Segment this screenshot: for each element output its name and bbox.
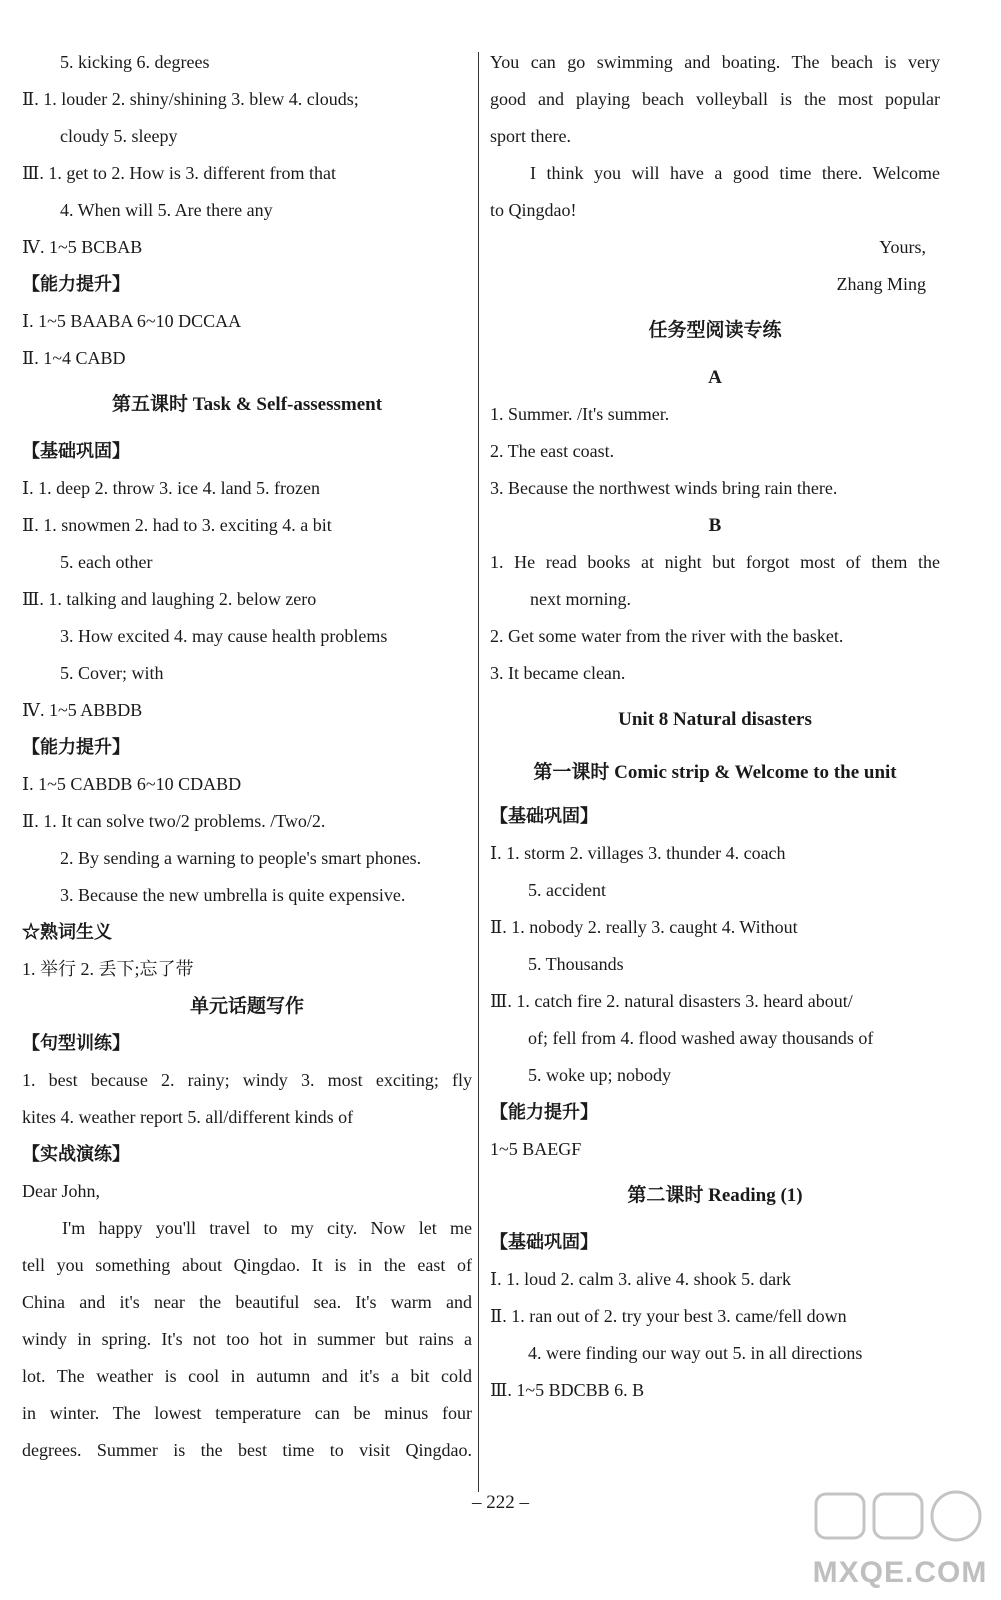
right-text-line: next morning. [530, 589, 631, 609]
right-section-heading: 任务型阅读专练 [648, 320, 782, 341]
column-divider [478, 52, 479, 1492]
left-text-line: windy in spring. It's not too hot in summer but rains a [22, 1329, 472, 1349]
right-text-line: I think you will have a good time there. Welcome [530, 163, 940, 183]
left-text-line: cloudy 5. sleepy [60, 126, 178, 146]
left-text-line: tell you something about Qingdao. It is in the east of [22, 1255, 472, 1275]
left-text-line: Ⅲ. 1. talking and laughing 2. below zero [22, 589, 317, 609]
left-text-line: lot. The weather is cool in autumn and it's a bit cold [22, 1366, 472, 1386]
right-subheading: B [708, 515, 722, 536]
right-text-line: Yours, [879, 237, 926, 257]
left-text-line: Ⅰ. 1~5 CABDB 6~10 CDABD [22, 774, 242, 794]
right-section-tag: 【能力提升】 [490, 1102, 598, 1122]
left-section-tag: 【句型训练】 [22, 1033, 130, 1053]
left-section-tag: 【基础巩固】 [22, 441, 130, 461]
right-text-line: of; fell from 4. flood washed away thousands of [528, 1028, 874, 1048]
right-text-line: Ⅱ. 1. ran out of 2. try your best 3. came/fell down [490, 1306, 847, 1326]
left-subheading: 单元话题写作 [189, 996, 304, 1017]
left-column [22, 44, 472, 1469]
left-text-line: kites 4. weather report 5. all/different kinds of [22, 1107, 354, 1127]
right-text-line: Ⅰ. 1. loud 2. calm 3. alive 4. shook 5. dark [490, 1269, 792, 1289]
right-section-heading: Unit 8 Natural disasters [618, 709, 812, 730]
right-text-line: 4. were finding our way out 5. in all directions [528, 1343, 863, 1363]
right-text-line: to Qingdao! [490, 200, 577, 220]
watermark-text: MXQE.COM [812, 1556, 988, 1589]
left-text-line: 5. Cover; with [60, 663, 164, 683]
right-text-line: 1. Summer. /It's summer. [490, 404, 670, 424]
right-text-line: sport there. [490, 126, 571, 146]
left-text-line: Ⅳ. 1~5 BCBAB [22, 237, 143, 257]
right-text-line: 5. woke up; nobody [528, 1065, 671, 1085]
left-text-line: 3. How excited 4. may cause health problems [60, 626, 388, 646]
right-section-tag: 【基础巩固】 [490, 806, 598, 826]
left-text-line: Ⅰ. 1. deep 2. throw 3. ice 4. land 5. frozen [22, 478, 321, 498]
right-text-line: You can go swimming and boating. The beach is very [490, 52, 940, 72]
left-text-line: Dear John, [22, 1181, 100, 1201]
right-text-line: 1~5 BAEGF [490, 1139, 582, 1159]
right-column [490, 44, 940, 1409]
left-text-line: I'm happy you'll travel to my city. Now let me [62, 1218, 472, 1238]
left-text-line: 1. best because 2. rainy; windy 3. most exciting; fly [22, 1070, 472, 1090]
left-text-line: China and it's near the beautiful sea. It's warm and [22, 1292, 472, 1312]
right-text-line: 2. Get some water from the river with the basket. [490, 626, 844, 646]
right-section-heading: 第二课时 Reading (1) [627, 1185, 803, 1206]
right-text-line: 5. Thousands [528, 954, 624, 974]
right-subheading: A [708, 367, 722, 388]
right-text-line: good and playing beach volleyball is the most popular [490, 89, 940, 109]
watermark-logo [810, 1486, 990, 1594]
left-text-line: degrees. Summer is the best time to visit Qingdao. [22, 1440, 472, 1460]
left-text-line: Ⅰ. 1~5 BAABA 6~10 DCCAA [22, 311, 242, 331]
page-number: – 222 – [472, 1492, 529, 1513]
left-text-line: 5. kicking 6. degrees [60, 52, 210, 72]
right-text-line: Zhang Ming [836, 274, 926, 294]
right-text-line: 5. accident [528, 880, 606, 900]
left-section-tag: 【实战演练】 [22, 1144, 130, 1164]
left-text-line: 1. 举行 2. 丢下;忘了带 [22, 959, 194, 979]
right-text-line: Ⅲ. 1. catch fire 2. natural disasters 3. heard about/ [490, 991, 853, 1011]
right-text-line: 1. He read books at night but forgot most of them the [490, 552, 940, 572]
right-text-line: 3. It became clean. [490, 663, 626, 683]
left-text-line: in winter. The lowest temperature can be minus four [22, 1403, 472, 1423]
left-text-line: 4. When will 5. Are there any [60, 200, 273, 220]
left-section-tag: 【能力提升】 [22, 737, 130, 757]
right-text-line: Ⅰ. 1. storm 2. villages 3. thunder 4. coach [490, 843, 786, 863]
left-section-tag: ☆熟词生义 [22, 922, 112, 942]
right-section-tag: 【基础巩固】 [490, 1232, 598, 1252]
left-text-line: Ⅱ. 1. louder 2. shiny/shining 3. blew 4. clouds; [22, 89, 359, 109]
left-text-line: Ⅲ. 1. get to 2. How is 3. different from that [22, 163, 336, 183]
left-text-line: 5. each other [60, 552, 153, 572]
right-section-heading: 第一课时 Comic strip & Welcome to the unit [533, 762, 897, 783]
left-text-line: Ⅱ. 1. snowmen 2. had to 3. exciting 4. a bit [22, 515, 332, 535]
left-section-heading: 第五课时 Task & Self-assessment [111, 394, 383, 415]
right-text-line: 2. The east coast. [490, 441, 615, 461]
left-text-line: Ⅳ. 1~5 ABBDB [22, 700, 143, 720]
left-text-line: 3. Because the new umbrella is quite expensive. [60, 885, 406, 905]
left-section-tag: 【能力提升】 [22, 274, 130, 294]
left-text-line: Ⅱ. 1. It can solve two/2 problems. /Two/2. [22, 811, 326, 831]
right-text-line: Ⅱ. 1. nobody 2. really 3. caught 4. Without [490, 917, 798, 937]
left-text-line: 2. By sending a warning to people's smart phones. [60, 848, 422, 868]
right-text-line: 3. Because the northwest winds bring rain there. [490, 478, 838, 498]
left-text-line: Ⅱ. 1~4 CABD [22, 348, 126, 368]
right-text-line: Ⅲ. 1~5 BDCBB 6. B [490, 1380, 645, 1400]
